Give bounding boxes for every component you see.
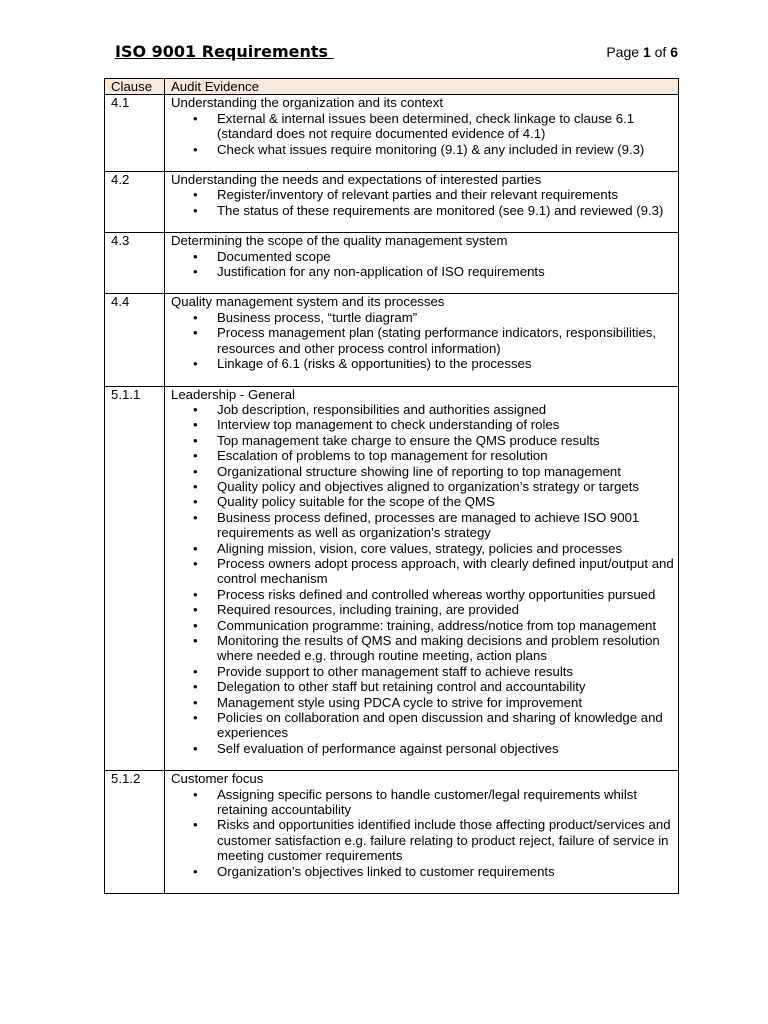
evidence-list (171, 111, 674, 157)
list-item: • Business process defined, processes are managed to achieve ISO 9001 requirements as well as organization’s strategy (217, 510, 674, 541)
audit-evidence-cell (165, 386, 679, 771)
table-row (105, 233, 679, 294)
table-row (105, 771, 679, 894)
table-header-row (105, 79, 679, 95)
list-item: • Organizational structure showing line of reporting to top management (217, 464, 674, 479)
list-item: • Process management plan (stating performance indicators, responsibilities, resources and other process control information) (217, 325, 674, 356)
clause-number: 4.2 (105, 172, 165, 233)
list-item: • Register/inventory of relevant parties and their relevant requirements (217, 187, 674, 202)
list-item: • Process owners adopt process approach, with clearly defined input/output and control mechanism (217, 556, 674, 587)
list-item: • Quality policy suitable for the scope of the QMS (217, 494, 674, 509)
column-header-clause: Clause (105, 79, 165, 95)
list-item: • Quality policy and objectives aligned to organization’s strategy or targets (217, 479, 674, 494)
audit-evidence-cell (165, 233, 679, 294)
audit-evidence-cell (165, 95, 679, 172)
evidence-list (171, 249, 674, 280)
clause-number: 4.3 (105, 233, 165, 294)
list-item: • Provide support to other management staff to achieve results (217, 664, 674, 679)
evidence-list (171, 310, 674, 372)
list-item: • Management style using PDCA cycle to strive for improvement (217, 695, 674, 710)
section-title: Determining the scope of the quality management system (171, 233, 508, 249)
section-title: Quality management system and its processes (171, 294, 445, 310)
list-item: • Required resources, including training, are provided (217, 602, 674, 617)
page-total: 6 (670, 44, 678, 60)
list-item: • External & internal issues been determined, check linkage to clause 6.1 (standard does not require documented evidence of 4.1) (217, 111, 674, 142)
document-title: ISO 9001 Requirements (115, 42, 334, 61)
section-title: Understanding the organization and its context (171, 95, 443, 111)
table-row (105, 294, 679, 386)
clause-number: 4.1 (105, 95, 165, 172)
table-row (105, 172, 679, 233)
page-number (606, 44, 678, 60)
clause-number: 5.1.2 (105, 771, 165, 894)
list-item: • Justification for any non-application of ISO requirements (217, 264, 674, 279)
clause-number: 4.4 (105, 294, 165, 386)
section-title: Understanding the needs and expectations of interested parties (171, 172, 542, 188)
page-of-label: of (650, 44, 671, 60)
column-header-audit-evidence: Audit Evidence (165, 79, 679, 95)
list-item: • Policies on collaboration and open discussion and sharing of knowledge and experiences (217, 710, 674, 741)
list-item: • Escalation of problems to top management for resolution (217, 448, 674, 463)
list-item: • Top management take charge to ensure the QMS produce results (217, 433, 674, 448)
clause-number: 5.1.1 (105, 386, 165, 771)
page-current: 1 (642, 44, 651, 60)
audit-evidence-table (104, 78, 679, 894)
table-row (105, 95, 679, 172)
list-item: • Documented scope (217, 249, 674, 264)
page-label: Page (606, 44, 643, 60)
list-item: • Job description, responsibilities and authorities assigned (217, 402, 674, 417)
list-item: • Delegation to other staff but retaining control and accountability (217, 679, 674, 694)
list-item: • Organization’s objectives linked to customer requirements (217, 864, 674, 879)
page-header (115, 42, 678, 66)
audit-evidence-cell (165, 771, 679, 894)
table-body (105, 95, 679, 894)
list-item: • Business process, “turtle diagram” (217, 310, 674, 325)
list-item: • Self evaluation of performance against personal objectives (217, 741, 674, 756)
list-item: • The status of these requirements are monitored (see 9.1) and reviewed (9.3) (217, 203, 674, 218)
list-item: • Aligning mission, vision, core values, strategy, policies and processes (217, 541, 674, 556)
list-item: • Interview top management to check understanding of roles (217, 417, 674, 432)
list-item: • Linkage of 6.1 (risks & opportunities) to the processes (217, 356, 674, 371)
list-item: • Check what issues require monitoring (9.1) & any included in review (9.3) (217, 142, 674, 157)
list-item: • Process risks defined and controlled whereas worthy opportunities pursued (217, 587, 674, 602)
evidence-list (171, 787, 674, 879)
audit-evidence-cell (165, 294, 679, 386)
table-row (105, 386, 679, 771)
list-item: • Risks and opportunities identified include those affecting product/services and customer satisfaction e.g. failure relating to product reject, failure of service in meeting customer requirements (217, 817, 674, 863)
list-item: • Monitoring the results of QMS and making decisions and problem resolution where needed e.g. through routine meeting, action plans (217, 633, 674, 664)
evidence-list (171, 402, 674, 756)
list-item: • Assigning specific persons to handle customer/legal requirements whilst retaining accountability (217, 787, 674, 818)
audit-evidence-cell (165, 172, 679, 233)
section-title: Leadership - General (171, 386, 295, 402)
section-title: Customer focus (171, 771, 264, 787)
list-item: • Communication programme: training, address/notice from top management (217, 618, 674, 633)
evidence-list (171, 187, 674, 218)
